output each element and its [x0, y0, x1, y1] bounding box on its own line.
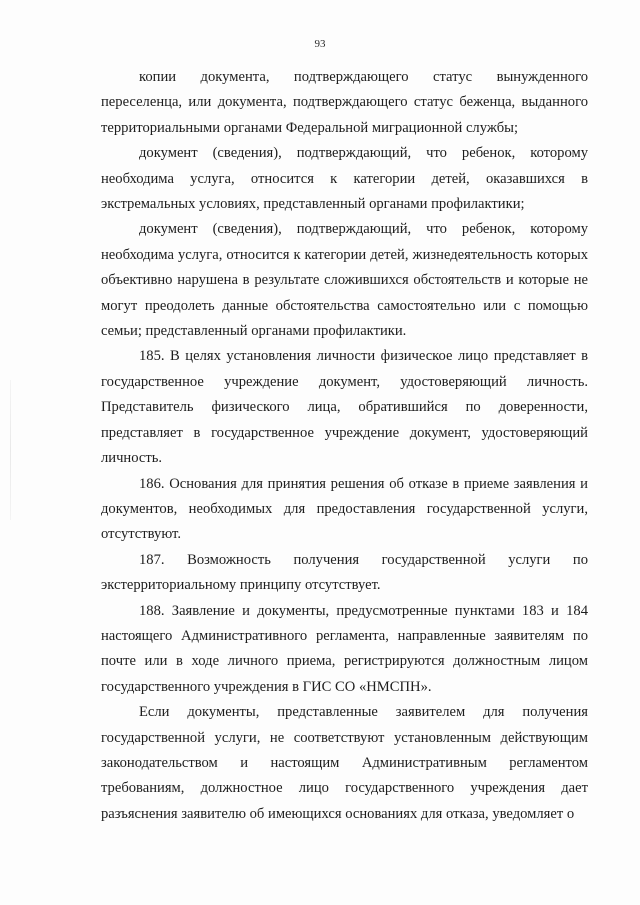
paragraph-186: 186. Основания для принятия решения об отказе в приеме заявления и документов, необходимых для предоставления государственной услуги, отсутствуют.: [101, 475, 588, 543]
page-number: 93: [314, 38, 326, 50]
paragraph-188: 188. Заявление и документы, предусмотренные пунктами 183 и 184 настоящего Административного регламента, направленные заявителям по почте или в ходе личного приема, регистрируются должностным лицом государственного учреждения в ГИС СО «НМСПН».: [101, 602, 588, 695]
paragraph-disrupted-life: документ (сведения), подтверждающий, что ребенок, которому необходима услуга, относится к категории детей, жизнедеятельность которых объективно нарушена в результате сложившихся обстоятельств и которые не могут преодолеть данные обстоятельства самостоятельно или с помощью семьи; представленный органами профилактики.: [101, 221, 588, 340]
paragraph-noncompliance: Если документы, представленные заявителем для получения государственной услуги, не соответствуют установленным действующим законодательством и настоящим Административным регламентом требованиям, должностное лицо государственного учреждения дает разъяснения заявителю об имеющихся основаниях для отказа, уведомляет о: [101, 704, 588, 822]
paragraph-187: 187. Возможность получения государственной услуги по экстерриториальному принципу отсутствует.: [101, 551, 588, 594]
paragraph-refugee-status-copy: копии документа, подтверждающего статус вынужденного переселенца, или документа, подтверждающего статус беженца, выданного территориальными органами Федеральной миграционной службы;: [101, 69, 588, 136]
paragraph-extreme-conditions: документ (сведения), подтверждающий, что ребенок, которому необходима услуга, относится к категории детей, оказавшихся в экстремальных условиях, представленный органами профилактики;: [101, 145, 588, 213]
scan-edge-shadow: [10, 380, 11, 520]
document-body: [101, 65, 588, 827]
paragraph-185: 185. В целях установления личности физическое лицо представляет в государственное учреждение документ, удостоверяющий личность. Представитель физического лица, обратившийся по доверенности, представляет в государственное учреждение документ, удостоверяющий личность.: [101, 348, 588, 467]
